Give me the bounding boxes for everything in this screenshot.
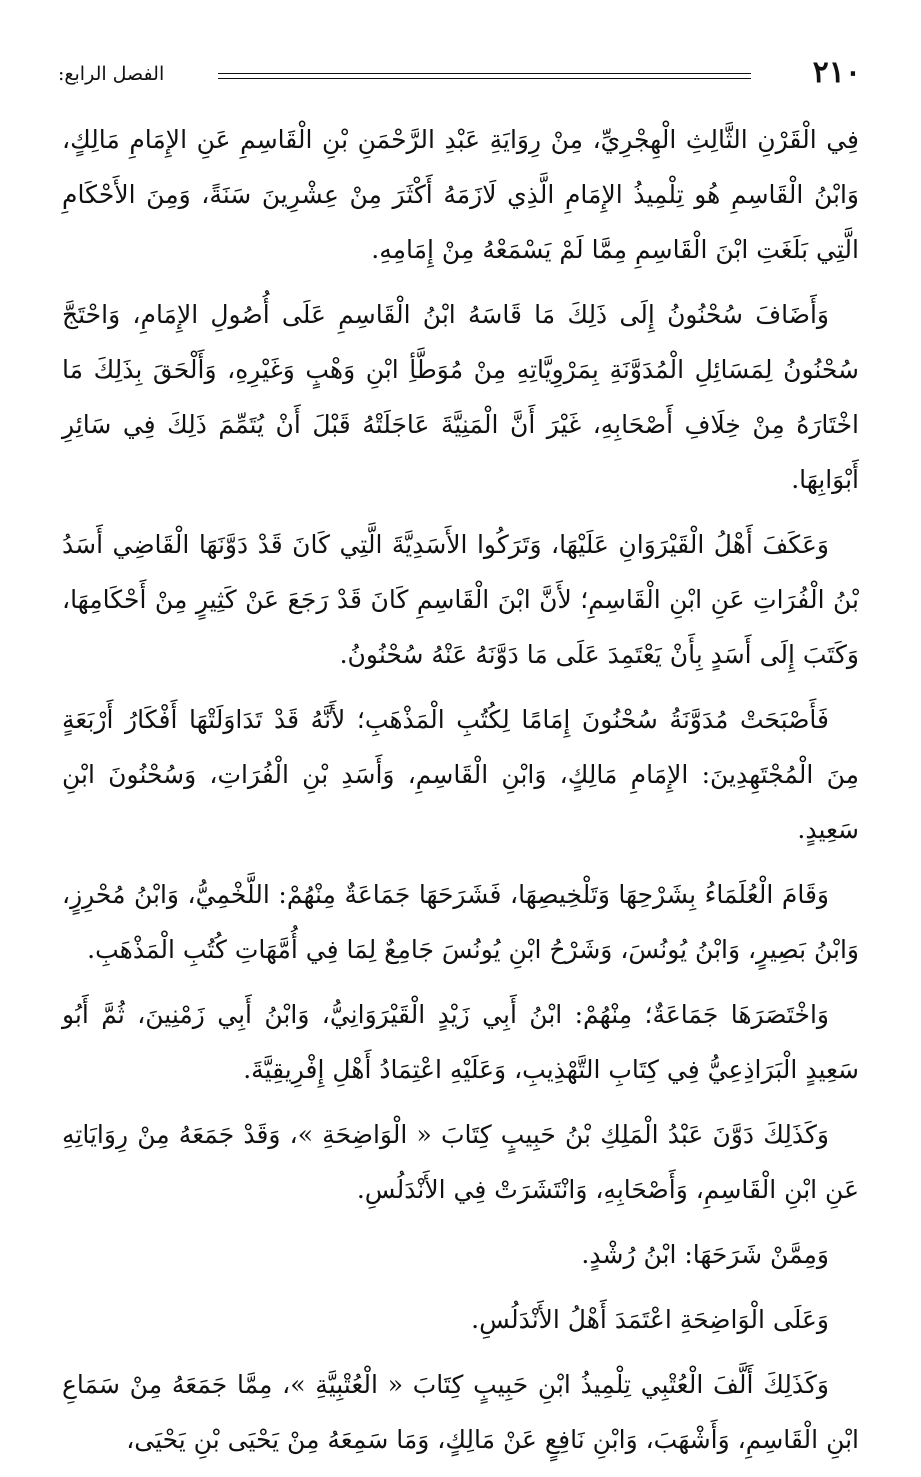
paragraph: وَأَضَافَ سُحْنُونُ إِلَى ذَلِكَ مَا قَاسَهُ ابْنُ الْقَاسِمِ عَلَى أُصُولِ الإِمَامِ، وَاحْتَجَّ سُحْنُونُ لِمَسَائِلِ الْمُدَوَّنَةِ بِمَرْوِيَّاتِهِ مِنْ مُوَطَّأِ ابْنِ وَهْبٍ وَغَيْرِهِ، وَأَلْحَقَ بِذَلِكَ مَا اخْتَارَهُ مِنْ خِلَافِ أَصْحَابِهِ، غَيْرَ أَنَّ الْمَنِيَّةَ عَاجَلَتْهُ قَبْلَ أَنْ يُتَمِّمَ ذَلِكَ فِي سَائِرِ أَبْوَابِهَا. [62, 300, 859, 494]
page-header [58, 56, 861, 90]
paragraph: وَعَكَفَ أَهْلُ الْقَيْرَوَانِ عَلَيْهَا، وَتَرَكُوا الأَسَدِيَّةَ الَّتِي كَانَ قَدْ دَوَّنَهَا الْقَاضِي أَسَدُ بْنُ الْفُرَاتِ عَنِ ابْنِ الْقَاسِمِ؛ لأَنَّ ابْنَ الْقَاسِمِ كَانَ قَدْ رَجَعَ عَنْ كَثِيرٍ مِنْ أَحْكَامِهَا، وَكَتَبَ إِلَى أَسَدٍ بِأَنْ يَعْتَمِدَ عَلَى مَا دَوَّنَهُ عَنْهُ سُحْنُونُ. [62, 530, 859, 669]
paragraph: فَأَصْبَحَتْ مُدَوَّنَةُ سُحْنُونَ إِمَامًا لِكُتُبِ الْمَذْهَبِ؛ لأَنَّهُ قَدْ تَدَاوَلَتْهَا أَفْكَارُ أَرْبَعَةٍ مِنَ الْمُجْتَهِدِينَ: الإِمَامِ مَالِكٍ، وَابْنِ الْقَاسِمِ، وَأَسَدِ بْنِ الْفُرَاتِ، وَسُحْنُونَ ابْنِ سَعِيدٍ. [62, 705, 859, 844]
chapter-title: الفصل الرابع: [58, 63, 165, 85]
paragraph: فِي الْقَرْنِ الثَّالِثِ الْهِجْرِيِّ، مِنْ رِوَايَةِ عَبْدِ الرَّحْمَنِ بْنِ الْقَاسِمِ عَنِ الإِمَامِ مَالِكٍ، وَابْنُ الْقَاسِمِ هُو تِلْمِيذُ الإِمَامِ الَّذِي لَازَمَهُ أَكْثَرَ مِنْ عِشْرِينَ سَنَةً، وَمِنَ الأَحْكَامِ الَّتِي بَلَغَتِ ابْنَ الْقَاسِمِ مِمَّا لَمْ يَسْمَعْهُ مِنْ إِمَامِهِ. [62, 125, 859, 264]
paragraph: وَكَذَلِكَ أَلَّفَ الْعُتْبِي تِلْمِيذُ ابْنِ حَبِيبٍ كِتَابَ « الْعُتْبِيَّةِ »، مِمَّا جَمَعَهُ مِنْ سَمَاعِ ابْنِ الْقَاسِمِ، وَأَشْهَبَ، وَابْنِ نَافِعٍ عَنْ مَالِكٍ، وَمَا سَمِعَهُ مِنْ يَحْيَى بْنِ يَحْيَى، [62, 1370, 859, 1454]
paragraph: وَاخْتَصَرَهَا جَمَاعَةٌ؛ مِنْهُمْ: ابْنُ أَبِي زَيْدٍ الْقَيْرَوَانِيُّ، وَابْنُ أَبِي زَمْنِينَ، ثُمَّ أَبُو سَعِيدٍ الْبَرَاذِعِيُّ فِي كِتَابِ التَّهْذِيبِ، وَعَلَيْهِ اعْتِمَادُ أَهْلِ إِفْرِيقِيَّةَ. [62, 1000, 859, 1084]
page-number: ٢١٠ [812, 55, 861, 90]
page-body [62, 112, 859, 1477]
header-double-rule [218, 73, 751, 79]
paragraph: وَمِمَّنْ شَرَحَهَا: ابْنُ رُشْدٍ. [581, 1240, 829, 1269]
paragraph: وَكَذَلِكَ دَوَّنَ عَبْدُ الْمَلِكِ بْنُ حَبِيبٍ كِتَابَ « الْوَاضِحَةِ »، وَقَدْ جَمَعَهُ مِنْ رِوَايَاتِهِ عَنِ ابْنِ الْقَاسِمِ، وَأَصْحَابِهِ، وَانْتَشَرَتْ فِي الأَنْدَلُسِ. [62, 1120, 859, 1204]
paragraph: وَعَلَى الْوَاضِحَةِ اعْتَمَدَ أَهْلُ الأَنْدَلُسِ. [471, 1305, 829, 1334]
paragraph: وَقَامَ الْعُلَمَاءُ بِشَرْحِهَا وَتَلْخِيصِهَا، فَشَرَحَهَا جَمَاعَةٌ مِنْهُمْ: اللَّخْمِيُّ، وَابْنُ مُحْرِزٍ، وَابْنُ بَصِيرٍ، وَابْنُ يُونُسَ، وَشَرْحُ ابْنِ يُونُسَ جَامِعٌ لِمَا فِي أُمَّهَاتِ كُتُبِ الْمَذْهَبِ. [62, 880, 859, 964]
